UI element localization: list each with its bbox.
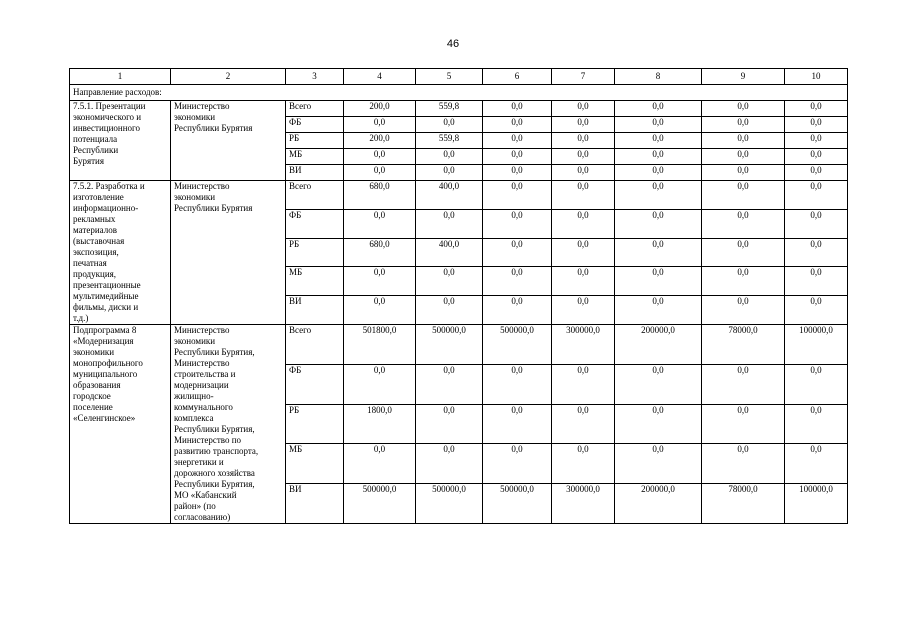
value-cell: 0,0 (785, 101, 848, 117)
value-cell: 0,0 (344, 444, 416, 484)
value-cell: 0,0 (416, 117, 483, 133)
value-cell: 0,0 (702, 101, 785, 117)
value-cell: 300000,0 (552, 325, 615, 365)
section-label: Направление расходов: (70, 85, 848, 101)
header-cell: 3 (286, 69, 344, 85)
value-cell: 100000,0 (785, 484, 848, 524)
value-cell: 0,0 (416, 209, 483, 238)
header-row (70, 69, 848, 85)
value-cell: 0,0 (785, 209, 848, 238)
value-cell: 200,0 (344, 101, 416, 117)
value-cell: 0,0 (702, 165, 785, 181)
value-cell: 0,0 (785, 149, 848, 165)
value-cell: 0,0 (702, 364, 785, 404)
header-cell: 8 (615, 69, 702, 85)
value-cell: 0,0 (785, 238, 848, 267)
value-cell: 1800,0 (344, 404, 416, 444)
value-cell: 500000,0 (483, 484, 552, 524)
value-cell: 0,0 (483, 181, 552, 210)
value-cell: 0,0 (416, 149, 483, 165)
value-cell: 0,0 (702, 133, 785, 149)
value-cell: 0,0 (552, 238, 615, 267)
header-cell: 4 (344, 69, 416, 85)
value-cell: 200,0 (344, 133, 416, 149)
value-cell: 0,0 (615, 101, 702, 117)
value-cell: 0,0 (344, 296, 416, 325)
value-cell: 0,0 (552, 209, 615, 238)
funding-type: ВИ (286, 165, 344, 181)
funding-type: Всего (286, 101, 344, 117)
value-cell: 0,0 (416, 267, 483, 296)
funding-type: ФБ (286, 364, 344, 404)
table-row (70, 325, 848, 365)
row-executor: Министерство экономики Республики Бурятия (171, 181, 286, 325)
value-cell: 0,0 (416, 364, 483, 404)
value-cell: 0,0 (483, 133, 552, 149)
section-row (70, 85, 848, 101)
value-cell: 0,0 (344, 149, 416, 165)
value-cell: 0,0 (483, 101, 552, 117)
header-cell: 6 (483, 69, 552, 85)
row-title: Подпрограмма 8 «Модернизация экономики монопрофильного муниципального образования городское поселение «Селенгинское» (70, 325, 171, 524)
header-cell: 5 (416, 69, 483, 85)
value-cell: 0,0 (785, 444, 848, 484)
value-cell: 0,0 (615, 133, 702, 149)
value-cell: 0,0 (785, 364, 848, 404)
header-cell: 10 (785, 69, 848, 85)
row-title: 7.5.1. Презентации экономического и инвестиционного потенциала Республики Бурятия (70, 101, 171, 181)
value-cell: 0,0 (552, 444, 615, 484)
value-cell: 0,0 (785, 181, 848, 210)
value-cell: 0,0 (702, 181, 785, 210)
table-row (70, 181, 848, 210)
funding-type: МБ (286, 149, 344, 165)
value-cell: 0,0 (615, 149, 702, 165)
row-executor: Министерство экономики Республики Бурятия (171, 101, 286, 181)
value-cell: 0,0 (483, 404, 552, 444)
value-cell: 0,0 (552, 101, 615, 117)
value-cell: 0,0 (702, 149, 785, 165)
page-number: 46 (446, 38, 460, 50)
value-cell: 0,0 (483, 238, 552, 267)
value-cell: 0,0 (552, 181, 615, 210)
value-cell: 78000,0 (702, 325, 785, 365)
budget-table (69, 68, 848, 524)
value-cell: 0,0 (344, 165, 416, 181)
funding-type: ВИ (286, 484, 344, 524)
value-cell: 500000,0 (483, 325, 552, 365)
value-cell: 0,0 (483, 209, 552, 238)
value-cell: 0,0 (483, 149, 552, 165)
value-cell: 0,0 (615, 181, 702, 210)
value-cell: 300000,0 (552, 484, 615, 524)
value-cell: 400,0 (416, 181, 483, 210)
value-cell: 0,0 (344, 267, 416, 296)
value-cell: 0,0 (615, 165, 702, 181)
value-cell: 0,0 (702, 267, 785, 296)
value-cell: 0,0 (702, 296, 785, 325)
value-cell: 0,0 (344, 364, 416, 404)
funding-type: МБ (286, 267, 344, 296)
value-cell: 0,0 (615, 117, 702, 133)
value-cell: 0,0 (552, 165, 615, 181)
value-cell: 0,0 (552, 364, 615, 404)
value-cell: 0,0 (615, 238, 702, 267)
funding-type: МБ (286, 444, 344, 484)
value-cell: 0,0 (483, 444, 552, 484)
value-cell: 0,0 (702, 209, 785, 238)
value-cell: 0,0 (552, 404, 615, 444)
funding-type: Всего (286, 181, 344, 210)
value-cell: 0,0 (344, 209, 416, 238)
value-cell: 200000,0 (615, 484, 702, 524)
header-cell: 9 (702, 69, 785, 85)
value-cell: 0,0 (344, 117, 416, 133)
value-cell: 0,0 (416, 444, 483, 484)
value-cell: 500000,0 (416, 325, 483, 365)
value-cell: 0,0 (702, 404, 785, 444)
value-cell: 0,0 (785, 117, 848, 133)
value-cell: 0,0 (416, 165, 483, 181)
value-cell: 500000,0 (344, 484, 416, 524)
row-executor: Министерство экономики Республики Бурятия, Министерство строительства и модернизации жилищно- коммунального комплекса Республики Бурятия, Министерство по развитию транспорта, энергетики и дорожного хозяйства Республики Бурятия, МО «Кабанский район» (по согласованию) (171, 325, 286, 524)
funding-type: РБ (286, 238, 344, 267)
value-cell: 0,0 (702, 117, 785, 133)
value-cell: 200000,0 (615, 325, 702, 365)
value-cell: 0,0 (615, 296, 702, 325)
value-cell: 0,0 (483, 165, 552, 181)
value-cell: 0,0 (416, 296, 483, 325)
value-cell: 0,0 (416, 404, 483, 444)
value-cell: 0,0 (552, 149, 615, 165)
value-cell: 0,0 (785, 404, 848, 444)
value-cell: 0,0 (483, 364, 552, 404)
value-cell: 501800,0 (344, 325, 416, 365)
funding-type: ВИ (286, 296, 344, 325)
header-cell: 1 (70, 69, 171, 85)
funding-type: ФБ (286, 209, 344, 238)
value-cell: 0,0 (702, 444, 785, 484)
funding-type: РБ (286, 404, 344, 444)
value-cell: 78000,0 (702, 484, 785, 524)
funding-type: Всего (286, 325, 344, 365)
value-cell: 559,8 (416, 101, 483, 117)
value-cell: 0,0 (552, 133, 615, 149)
value-cell: 0,0 (702, 238, 785, 267)
table-body (70, 69, 848, 524)
header-cell: 7 (552, 69, 615, 85)
row-title: 7.5.2. Разработка и изготовление информационно- рекламных материалов (выставочная экспозиция, печатная продукция, презентационные мультимедийные фильмы, диски и т.д.) (70, 181, 171, 325)
value-cell: 0,0 (483, 267, 552, 296)
value-cell: 0,0 (615, 404, 702, 444)
value-cell: 0,0 (785, 133, 848, 149)
value-cell: 680,0 (344, 181, 416, 210)
value-cell: 0,0 (785, 296, 848, 325)
value-cell: 0,0 (552, 117, 615, 133)
value-cell: 0,0 (615, 364, 702, 404)
value-cell: 500000,0 (416, 484, 483, 524)
table-row (70, 101, 848, 117)
value-cell: 0,0 (785, 165, 848, 181)
value-cell: 680,0 (344, 238, 416, 267)
value-cell: 0,0 (552, 296, 615, 325)
value-cell: 0,0 (615, 209, 702, 238)
value-cell: 0,0 (615, 267, 702, 296)
funding-type: ФБ (286, 117, 344, 133)
value-cell: 400,0 (416, 238, 483, 267)
funding-type: РБ (286, 133, 344, 149)
value-cell: 0,0 (615, 444, 702, 484)
value-cell: 100000,0 (785, 325, 848, 365)
value-cell: 559,8 (416, 133, 483, 149)
value-cell: 0,0 (552, 267, 615, 296)
value-cell: 0,0 (483, 117, 552, 133)
value-cell: 0,0 (483, 296, 552, 325)
value-cell: 0,0 (785, 267, 848, 296)
header-cell: 2 (171, 69, 286, 85)
